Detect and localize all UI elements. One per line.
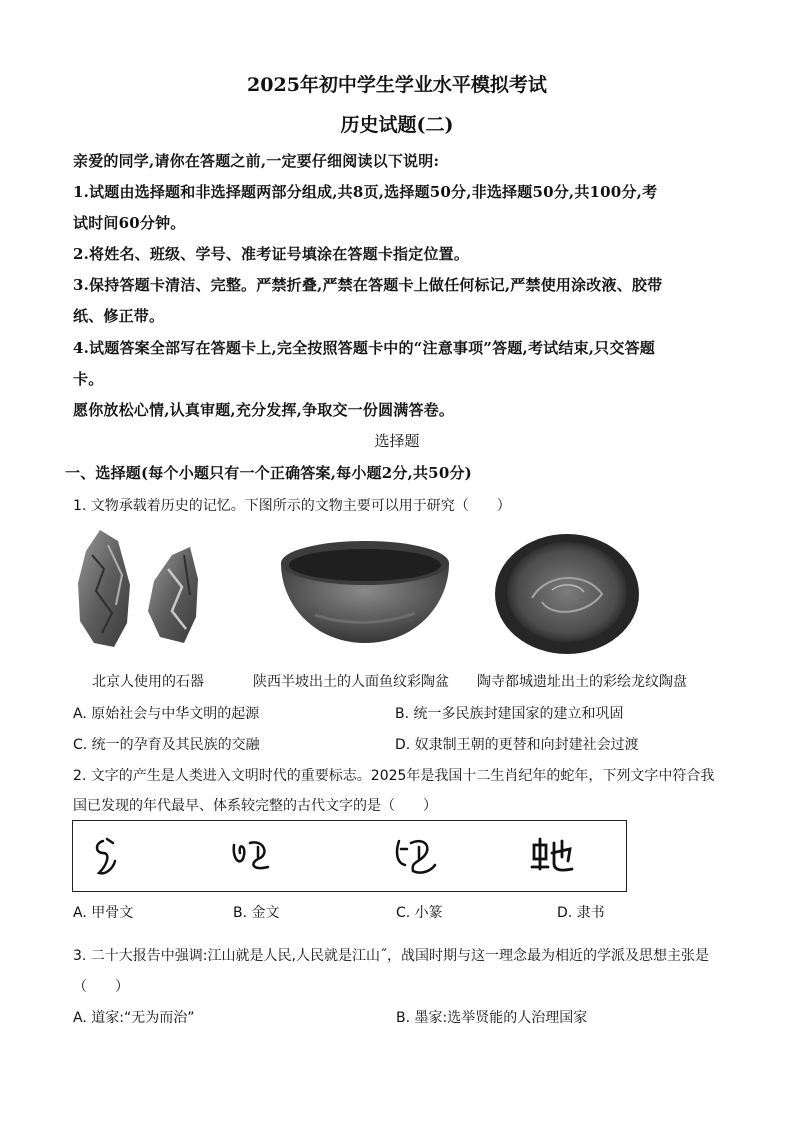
part-one-heading: 一、选择题(每个小题只有一个正确答案,每小题2分,共50分) bbox=[65, 464, 472, 482]
ancient-scripts-box bbox=[72, 820, 627, 892]
instruction-4-line-2: 卡。 bbox=[73, 370, 104, 388]
instructions-greeting: 亲爱的同学,请你在答题之前,一定要仔细阅读以下说明: bbox=[73, 152, 440, 170]
q1-option-a[interactable]: A. 原始社会与中华文明的起源 bbox=[73, 706, 260, 722]
q1-option-d[interactable]: D. 奴隶制王朝的更替和向封建社会过渡 bbox=[395, 737, 639, 753]
question-1-stem: 1. 文物承载着历史的记忆。下图所示的文物主要可以用于研究（ ） bbox=[73, 498, 511, 514]
q2-option-c[interactable]: C. 小篆 bbox=[396, 905, 443, 921]
exam-title: 2025年初中学生学业水平模拟考试 bbox=[247, 74, 547, 96]
caption-painted-basin: 陕西半坡出土的人面鱼纹彩陶盆 bbox=[253, 674, 449, 690]
painted-basin-image bbox=[275, 535, 455, 650]
section-heading: 选择题 bbox=[374, 432, 420, 450]
q1-option-b[interactable]: B. 统一多民族封建国家的建立和巩固 bbox=[395, 706, 624, 722]
instructions-wish: 愿你放松心情,认真审题,充分发挥,争取交一份圆满答卷。 bbox=[73, 401, 455, 419]
q2-option-b[interactable]: B. 金文 bbox=[233, 905, 280, 921]
instruction-3-line-2: 纸、修正带。 bbox=[73, 307, 165, 325]
question-2-stem-line-1: 2. 文字的产生是人类进入文明时代的重要标志。2025年是我国十二生肖纪年的蛇年，下列文字中符合我 bbox=[73, 768, 715, 784]
stone-tools-image bbox=[72, 525, 222, 655]
small-seal-snake-glyph-icon bbox=[391, 833, 441, 879]
question-2-stem-line-2: 国已发现的年代最早、体系较完整的古代文字的是（ ） bbox=[73, 798, 437, 814]
q3-option-a[interactable]: A. 道家:“无为而治” bbox=[73, 1010, 195, 1026]
exam-subtitle: 历史试题(二) bbox=[340, 114, 454, 136]
question-3-stem-line-1: 3. 二十大报告中强调:江山就是人民,人民就是江山˝，战国时期与这一理念最为相近的学派及思想主张是 bbox=[73, 948, 709, 964]
clerical-script-snake-glyph-icon bbox=[528, 833, 578, 879]
caption-stone-tools: 北京人使用的石器 bbox=[92, 674, 204, 690]
question-3-stem-line-2: （ ） bbox=[73, 979, 129, 995]
instruction-4-line-1: 4.试题答案全部写在答题卡上,完全按照答题卡中的“注意事项”答题,考试结束,只交答题 bbox=[73, 339, 655, 357]
instruction-2: 2.将姓名、班级、学号、准考证号填涂在答题卡指定位置。 bbox=[73, 245, 470, 263]
q2-option-d[interactable]: D. 隶书 bbox=[557, 905, 605, 921]
q3-option-b[interactable]: B. 墨家:选举贤能的人治理国家 bbox=[396, 1010, 588, 1026]
dragon-plate-image bbox=[492, 532, 642, 657]
caption-dragon-plate: 陶寺都城遗址出土的彩绘龙纹陶盘 bbox=[477, 674, 687, 690]
bronze-script-snake-glyph-icon bbox=[228, 835, 278, 879]
instruction-3-line-1: 3.保持答题卡清洁、完整。严禁折叠,严禁在答题卡上做任何标记,严禁使用涂改液、胶带 bbox=[73, 276, 663, 294]
oracle-bone-snake-glyph-icon bbox=[85, 835, 125, 879]
instruction-1-line-1: 1.试题由选择题和非选择题两部分组成,共8页,选择题50分,非选择题50分,共100分,考 bbox=[73, 183, 658, 201]
q2-option-a[interactable]: A. 甲骨文 bbox=[73, 905, 134, 921]
q1-option-c[interactable]: C. 统一的孕育及其民族的交融 bbox=[73, 737, 260, 753]
instruction-1-line-2: 试时间60分钟。 bbox=[73, 214, 186, 232]
